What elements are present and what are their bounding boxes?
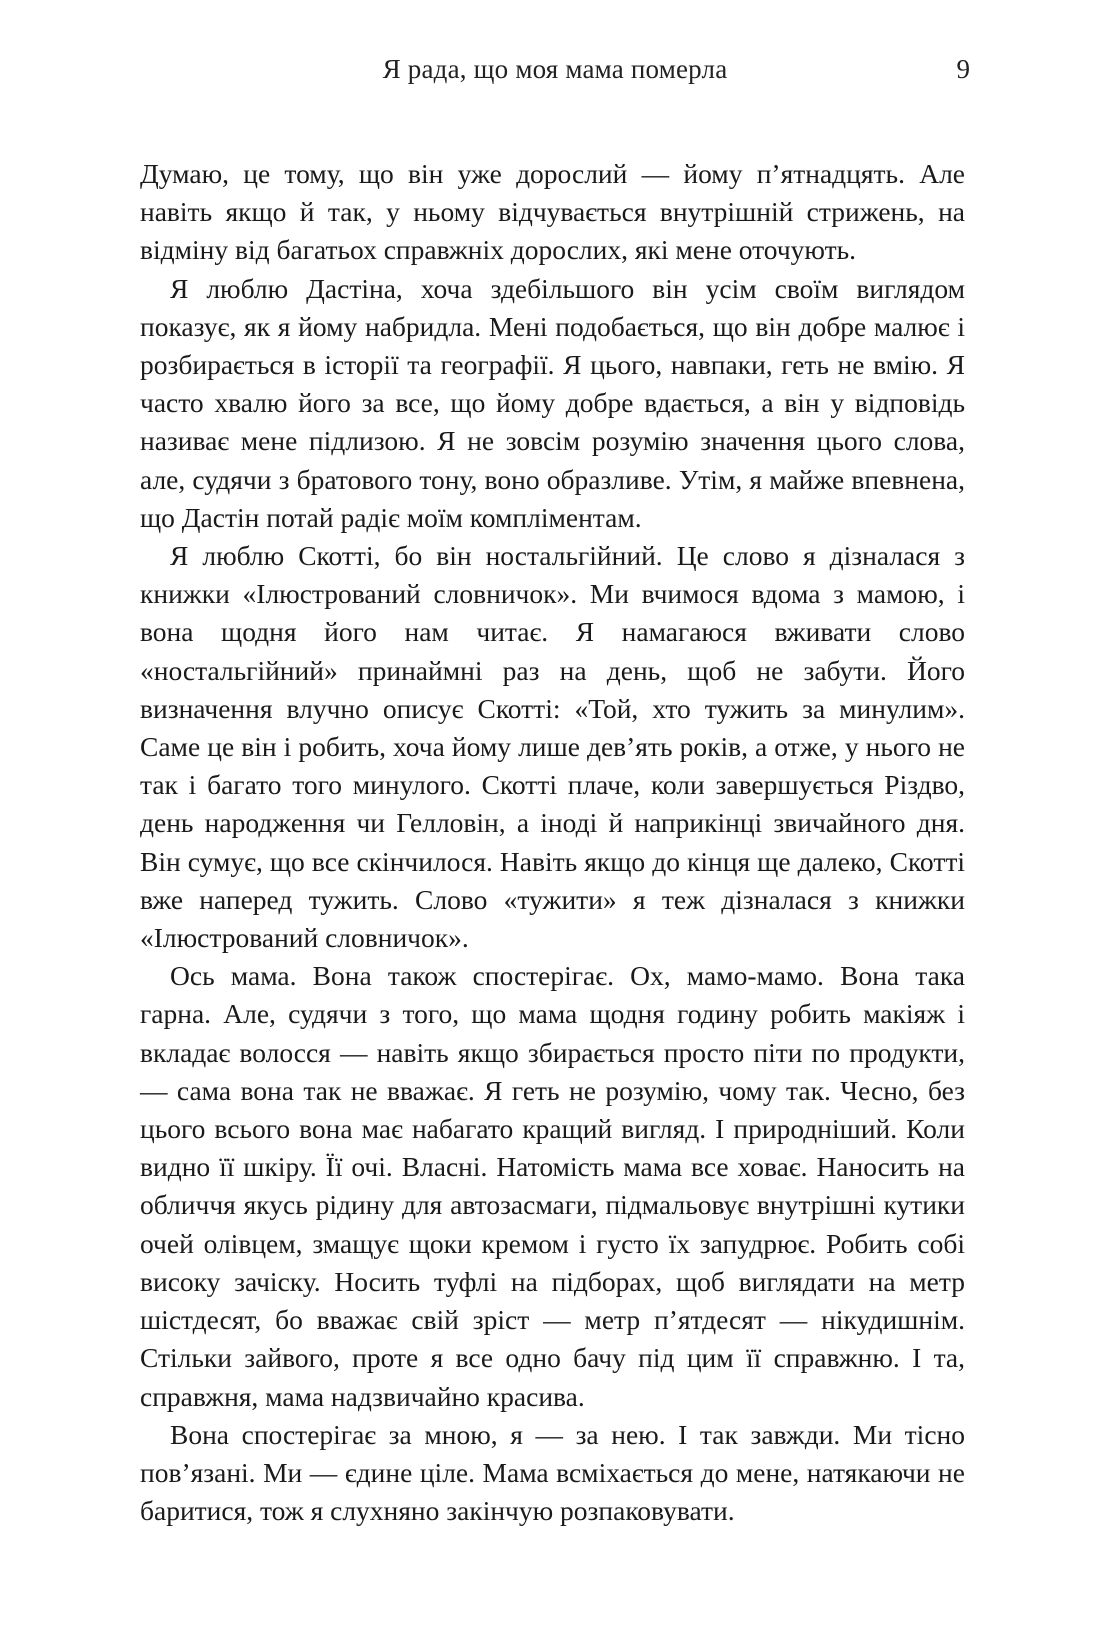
page-number: 9 (956, 54, 970, 84)
body-text (140, 155, 965, 1530)
paragraph: Думаю, це тому, що він уже дорослий — йому п’ятнадцять. Але навіть якщо й так, у ньому відчувається внутрішній стрижень, на відміну від багатьох справжніх дорослих, які мене оточують. (140, 158, 965, 266)
paragraph: Я люблю Дастіна, хоча здебільшого він усім своїм виглядом показує, як я йому набридла. Мені подобається, що він добре малює і розбирається в історії та географії. Я цього, навпаки, геть не вмію. Я часто хвалю його за все, що йому добре вдається, а він у відповідь називає мене підлизою. Я не зовсім розумію значення цього слова, але, судячи з братового тону, воно образливе. Утім, я майже впевнена, що Дастін потай радіє моїм компліментам. (140, 272, 965, 533)
paragraph: Вона спостерігає за мною, я — за нею. І так завжди. Ми тісно пов’язані. Ми — єдине ціле. Мама всміхається до мене, натякаючи не баритися, тож я слухняно закінчую розпаковувати. (140, 1418, 965, 1527)
running-title: Я рада, що моя мама померла (382, 54, 728, 84)
paragraph: Я люблю Скотті, бо він ностальгійний. Це слово я дізналася з книжки «Ілюстрований словничок». Ми вчимося вдома з мамою, і вона щодня його нам читає. Я намагаюся вживати слово «ностальгійний» принаймні раз на день, щоб не забути. Його визначення влучно описує Скотті: «Той, хто тужить за минулим». Саме це він і робить, хоча йому лише дев’ять років, а отже, у нього не так і багато того минулого. Скотті плаче, коли завершується Різдво, день народження чи Гелловін, а іноді й наприкінці звичайного дня. Він сумує, що все скінчилося. Навіть якщо до кінця ще далеко, Скотті вже наперед тужить. Слово «тужити» я теж дізналася з книжки «Ілюстрований словничок». (140, 540, 965, 954)
paragraph: Ось мама. Вона також спостерігає. Ох, мамо-мамо. Вона така гарна. Але, судячи з того, що мама щодня годину робить макіяж і вкладає волосся — навіть якщо збирається просто піти по продукти, — сама вона так не вважає. Я геть не розумію, чому так. Чесно, без цього всього вона має набагато кращий вигляд. І природніший. Коли видно її шкіру. Її очі. Власні. Натомість мама все ховає. Наносить на обличчя якусь рідину для автозасмаги, підмальовує внутрішні кутики очей олівцем, змащує щоки кремом і густо їх запудрює. Робить собі високу зачіску. Носить туфлі на підборах, щоб виглядати на метр шістдесят, бо вважає свій зріст — метр п’ятдесят — нікудишнім. Стільки зайвого, проте я все одно бачу під цим її справжню. І та, справжня, мама надзвичайно красива. (140, 960, 965, 1412)
running-header (140, 54, 970, 94)
